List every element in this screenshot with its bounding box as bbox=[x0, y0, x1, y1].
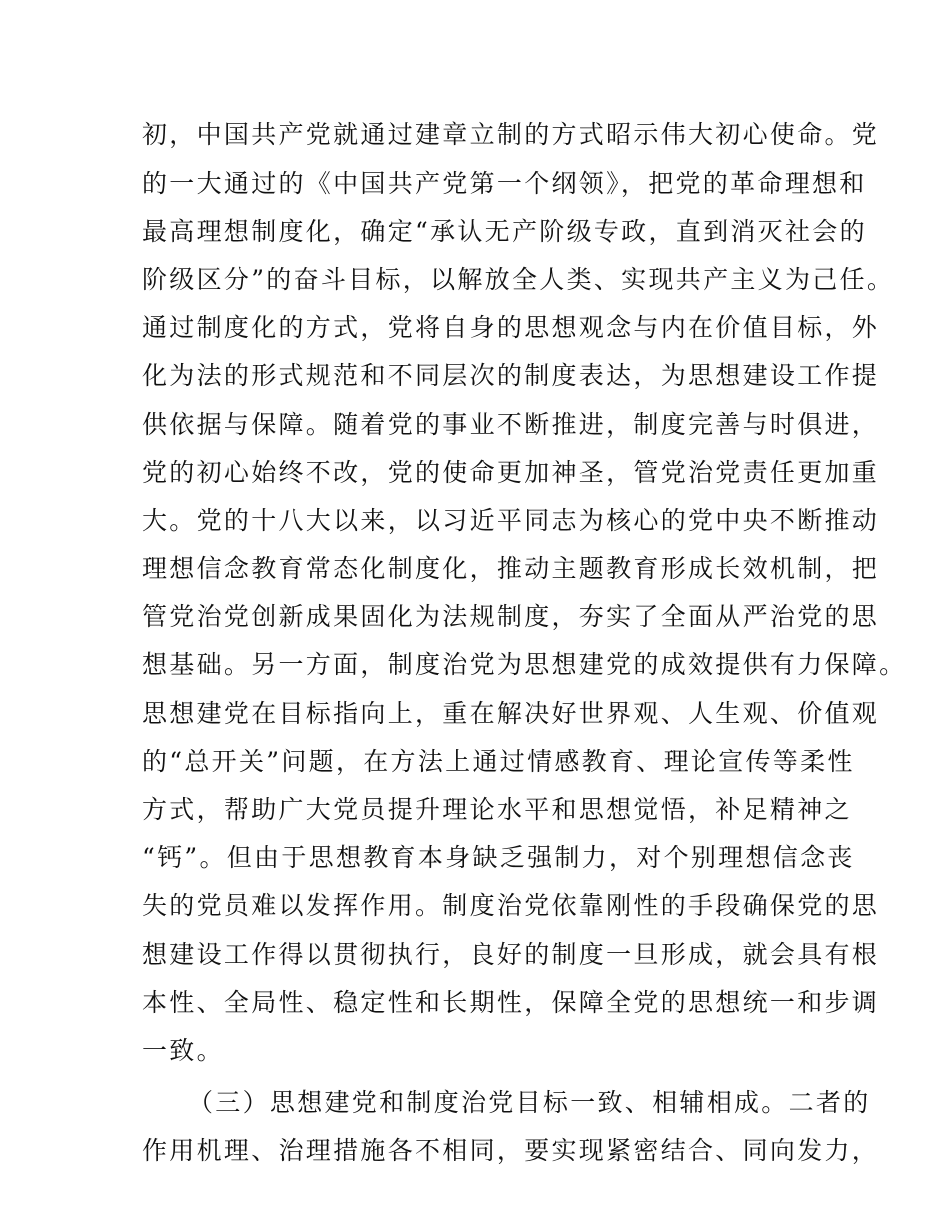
text-line: 想基础。另一方面，制度治党为思想建党的成效提供有力保障。 bbox=[142, 650, 907, 679]
text-line: 一致。 bbox=[142, 1036, 224, 1065]
text-line: 最高理想制度化，确定“承认无产阶级专政，直到消灭社会的 bbox=[142, 217, 867, 246]
text-line: 理想信念教育常态化制度化，推动主题教育形成长效机制，把 bbox=[142, 554, 880, 583]
text-line: 想建设工作得以贯彻执行，良好的制度一旦形成，就会具有根 bbox=[142, 940, 880, 969]
text-line: 供依据与保障。随着党的事业不断推进，制度完善与时俱进， bbox=[142, 410, 880, 439]
text-line: 通过制度化的方式，党将自身的思想观念与内在价值目标，外 bbox=[142, 313, 880, 342]
text-line: 思想建党在目标指向上，重在解决好世界观、人生观、价值观 bbox=[142, 699, 880, 728]
text-line: 大。党的十八大以来，以习近平同志为核心的党中央不断推动 bbox=[142, 506, 880, 535]
text-line: 化为法的形式规范和不同层次的制度表达，为思想建设工作提 bbox=[142, 361, 880, 390]
text-line: 本性、全局性、稳定性和长期性，保障全党的思想统一和步调 bbox=[142, 988, 880, 1017]
text-line: 党的初心始终不改，党的使命更加神圣，管党治党责任更加重 bbox=[142, 458, 880, 487]
text-line: 的一大通过的《中国共产党第一个纲领》，把党的革命理想和 bbox=[142, 169, 867, 198]
text-line: 失的党员难以发挥作用。制度治党依靠刚性的手段确保党的思 bbox=[142, 891, 880, 920]
section-heading-line: （三）思想建党和制度治党目标一致、相辅相成。二者的 bbox=[188, 1088, 871, 1117]
text-line: 的“总开关”问题，在方法上通过情感教育、理论宣传等柔性 bbox=[142, 747, 855, 776]
text-line: 阶级区分”的奋斗目标，以解放全人类、实现共产主义为己任。 bbox=[142, 265, 895, 294]
text-line: 方式，帮助广大党员提升理论水平和思想觉悟，补足精神之 bbox=[142, 795, 852, 824]
text-line: 作用机理、治理措施各不相同，要实现紧密结合、同向发力， bbox=[142, 1136, 880, 1165]
text-line: 管党治党创新成果固化为法规制度，夯实了全面从严治党的思 bbox=[142, 602, 880, 631]
text-line: “钙”。但由于思想教育本身缺乏强制力，对个别理想信念丧 bbox=[142, 843, 855, 872]
text-line: 初，中国共产党就通过建章立制的方式昭示伟大初心使命。党 bbox=[142, 120, 880, 149]
